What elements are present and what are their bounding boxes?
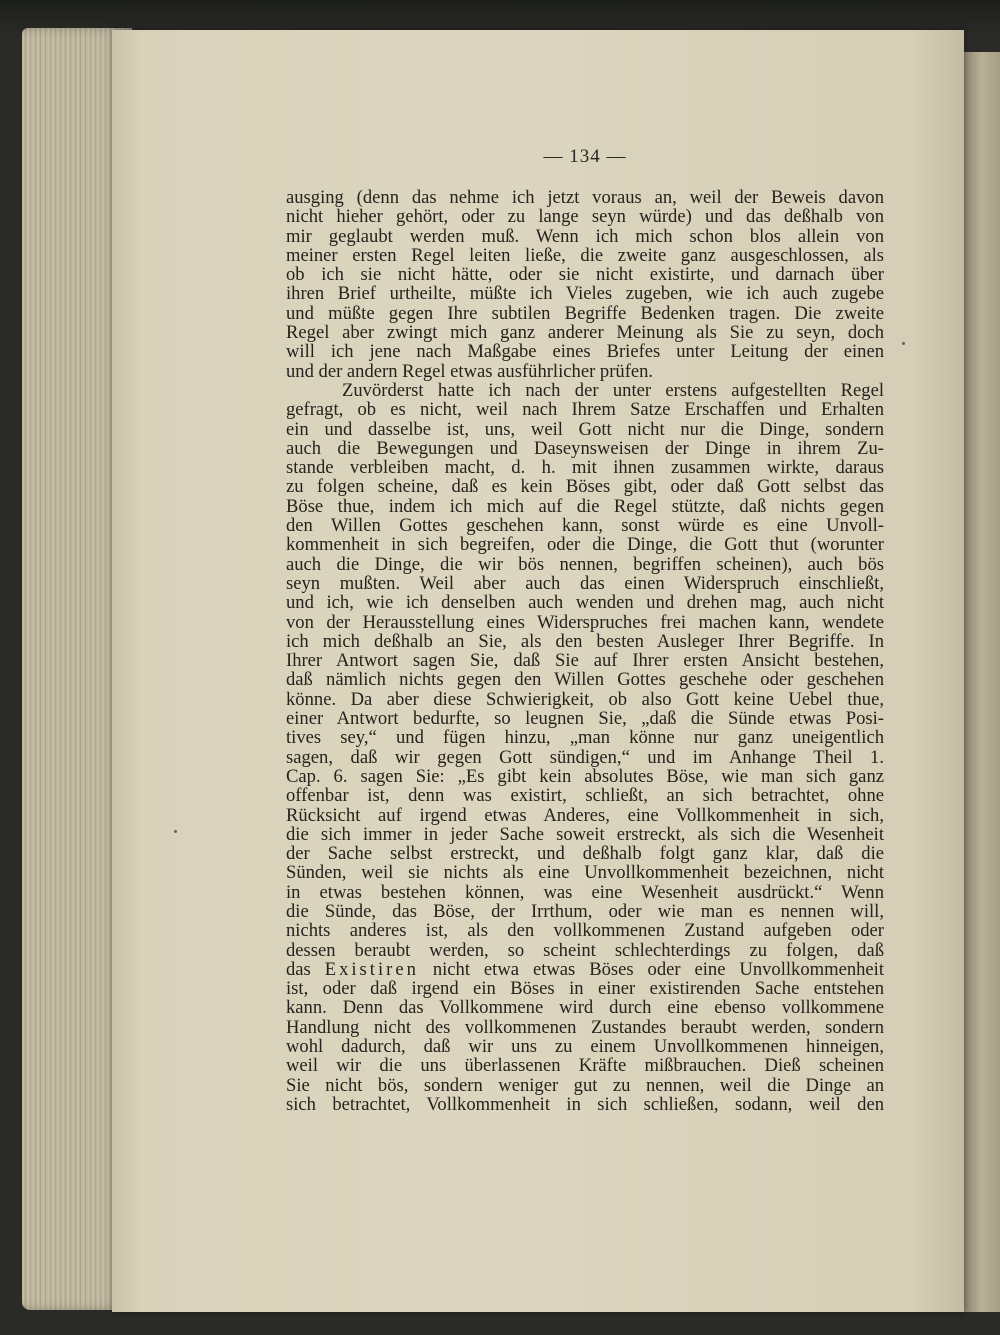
text-line: und der andern Regel etwas ausführlicher prüfen. (286, 360, 654, 382)
text-line: gefragt, ob es nicht, weil nach Ihrem Satze Erschaffen und Erhalten (286, 399, 884, 421)
text-line: die sich immer in jeder Sache soweit erstreckt, als sich die Wesenheit (286, 823, 884, 845)
text-fragment: das (286, 958, 311, 980)
text-line: auch die Dinge, die wir bös nennen, begriffen scheinen), auch bös (286, 553, 884, 575)
text-line: der Sache selbst erstreckt, und deßhalb folgt ganz klar, daß die (286, 843, 884, 865)
text-line: ist, oder daß irgend ein Böses in einer existirenden Sache entstehen (286, 978, 884, 1000)
text-line: und müßte gegen Ihre subtilen Begriffe Bedenken tragen. Die zweite (286, 302, 884, 324)
text-line: kommenheit in sich begreifen, oder die Dinge, die Gott thut (worunter (286, 534, 884, 556)
text-line: nicht hieher gehört, oder zu lange seyn würde) und das deßhalb von (286, 206, 884, 228)
text-line: sich betrachtet, Vollkommenheit in sich schließen, sodann, weil den (286, 1093, 884, 1115)
text-line: und ich, wie ich denselben auch wenden und drehen mag, auch nicht (286, 592, 884, 614)
paragraph-start-line: Zuvörderst hatte ich nach der unter erstens aufgestellten Regel (342, 379, 884, 401)
text-line: Cap. 6. sagen Sie: „Es gibt kein absolutes Böse, wie man sich ganz (286, 765, 884, 787)
paper-speck (902, 342, 905, 345)
text-line: die Sünde, das Böse, der Irrthum, oder wie man es nennen will, (286, 900, 884, 922)
text-line: Sie nicht bös, sondern weniger gut zu nennen, weil die Dinge an (286, 1074, 884, 1096)
text-line: Rücksicht auf irgend etwas Anderes, eine Vollkommenheit in sich, (286, 804, 884, 826)
text-line: von der Herausstellung eines Widerspruches frei machen kann, wendete (286, 611, 884, 633)
text-line: weil wir die uns überlassenen Kräfte mißbrauchen. Dieß scheinen (286, 1055, 884, 1077)
text-line: ihren Brief urtheilte, müßte ich Vieles zugeben, wie ich auch zugebe (286, 283, 884, 305)
page-number: — 134 — (543, 146, 627, 167)
text-line: wohl dadurch, daß wir uns zu einem Unvollkommenen hinneigen, (286, 1036, 884, 1058)
text-line: Ihrer Antwort sagen Sie, daß Sie auf Ihrer ersten Ansicht bestehen, (286, 650, 884, 672)
text-line: offenbar ist, denn was existirt, schließt, an sich betrachtet, ohne (286, 785, 884, 807)
text-line: kann. Denn das Vollkommene wird durch eine ebenso vollkommene (286, 997, 884, 1019)
text-line: Regel aber zwingt mich ganz anderer Meinung als Sie zu seyn, doch (286, 322, 884, 344)
text-line: Sünden, weil sie nichts als eine Unvollkommenheit bezeichnen, nicht (286, 862, 884, 884)
text-line: stande verbleiben macht, d. h. mit ihnen zusammen wirkte, daraus (286, 457, 884, 479)
text-line: meiner ersten Regel leiten ließe, die zweite ganz ausgeschlossen, als (286, 244, 884, 266)
text-line: Böse thue, indem ich mich auf die Regel stützte, daß nichts gegen (286, 495, 884, 517)
text-line: ob ich sie nicht hätte, oder sie nicht existirte, und darnach über (286, 264, 884, 286)
text-line: auch die Bewegungen und Daseynsweisen der Dinge in ihrem Zu- (286, 437, 884, 459)
text-line-spaced (286, 960, 884, 979)
text-fragment: nicht etwa etwas Böses oder eine Unvollkommenheit (432, 958, 884, 980)
paper-speck (174, 830, 177, 833)
text-line: dessen beraubt werden, so scheint schlechterdings zu folgen, daß (286, 939, 884, 961)
text-line: sagen, daß wir gegen Gott sündigen,“ und im Anhange Theil 1. (286, 746, 884, 768)
text-line: den Willen Gottes geschehen kann, sonst würde es eine Unvoll- (286, 515, 884, 537)
text-line: nichts anderes ist, als den vollkommenen Zustand aufgeben oder (286, 920, 884, 942)
text-line: daß nämlich nichts gegen den Willen Gottes geschehe oder geschehen (286, 669, 884, 691)
body-text (286, 188, 884, 1114)
text-line: ich mich deßhalb an Sie, als den besten Ausleger Ihrer Begriffe. In (286, 630, 884, 652)
spaced-word: Existiren (324, 958, 419, 980)
text-line: ausging (denn das nehme ich jetzt voraus an, weil der Beweis davon (286, 187, 884, 208)
text-line: zu folgen scheine, daß es kein Böses gibt, oder daß Gott selbst das (286, 476, 884, 498)
text-line: ein und dasselbe ist, uns, weil Gott nicht nur die Dinge, sondern (286, 418, 884, 440)
text-line: in etwas bestehen können, was eine Wesenheit ausdrückt.“ Wenn (286, 881, 884, 903)
text-line: Handlung nicht des vollkommenen Zustandes beraubt werden, sondern (286, 1016, 884, 1038)
text-line: könne. Da aber diese Schwierigkeit, ob also Gott keine Uebel thue, (286, 688, 884, 710)
text-line: mir geglaubt werden muß. Wenn ich mich schon blos allein von (286, 225, 884, 247)
text-line: tives sey,“ und fügen hinzu, „man könne nur ganz uneigentlich (286, 727, 884, 749)
text-line: einer Antwort bedurfte, so leugnen Sie, „daß die Sünde etwas Posi- (286, 708, 884, 730)
facing-page-edge (964, 52, 1000, 1312)
text-line: seyn mußten. Weil aber auch das einen Widerspruch einschließt, (286, 572, 884, 594)
text-line: will ich jene nach Maßgabe eines Briefes unter Leitung der einen (286, 341, 884, 363)
